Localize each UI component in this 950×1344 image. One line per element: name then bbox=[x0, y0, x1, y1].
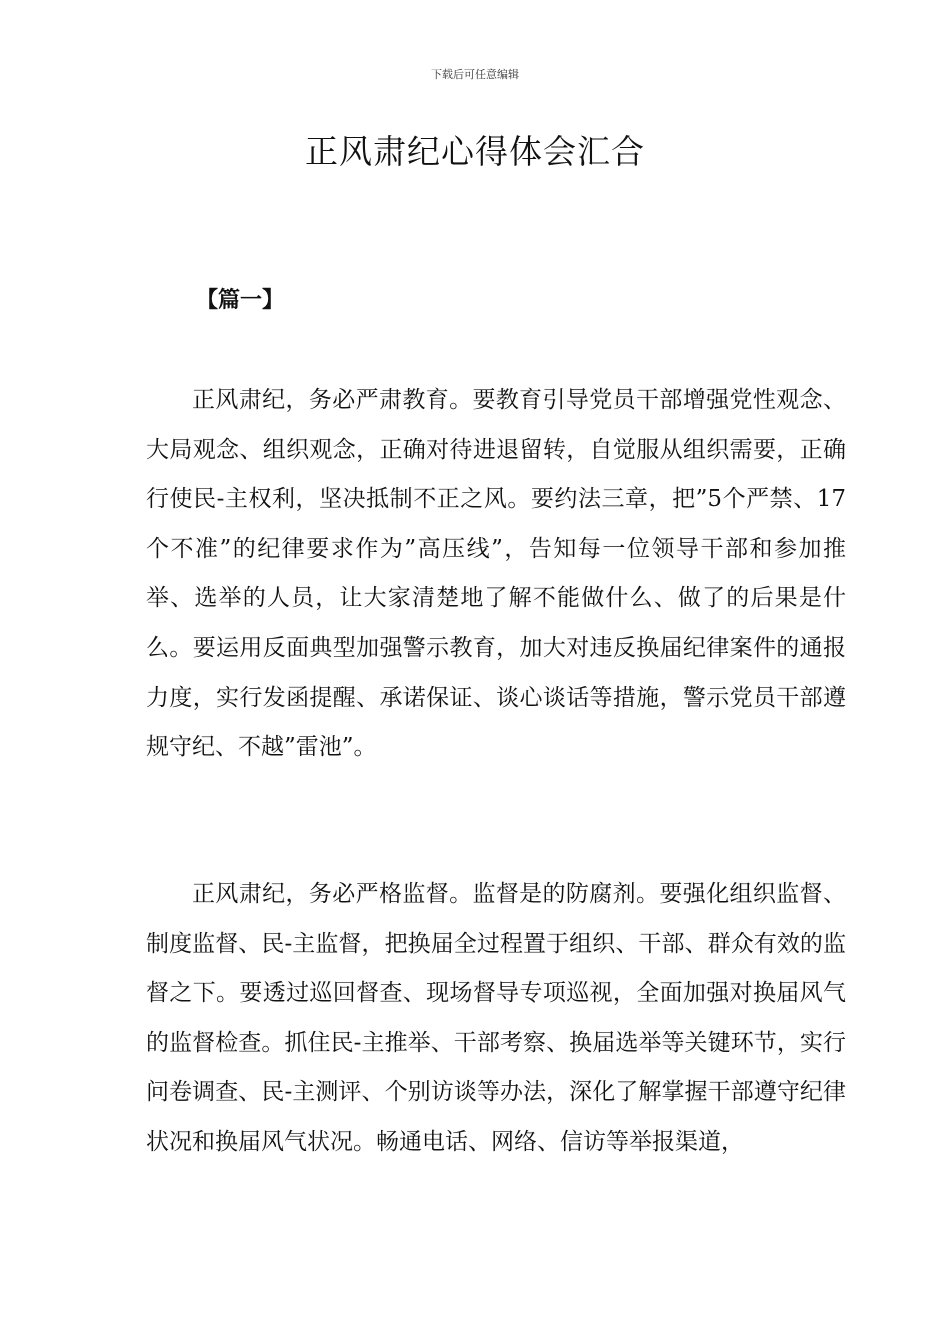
document-title: 正风肃纪心得体会汇合 bbox=[305, 132, 645, 171]
paragraph-2: 正风肃纪，务必严格监督。监督是的防腐剂。要强化组织监督、制度监督、民-主监督，把换届全过程置于组织、干部、群众有效的监督之下。要透过巡回督查、现场督导专项巡视，全面加强对换届风气的监督检查。抓住民-主推举、干部考察、换届选举等关键环节，实行问卷调查、民-主测评、个别访谈等办法，深化了解掌握干部遵守纪律状况和换届风气状况。畅通电话、网络、信访等举报渠道， bbox=[146, 881, 846, 1155]
paragraph-1: 正风肃纪，务必严肃教育。要教育引导党员干部增强党性观念、大局观念、组织观念，正确对待进退留转，自觉服从组织需要，正确行使民-主权利，坚决抵制不正之风。要约法三章，把”5个严禁、17个不准”的纪律要求作为”高压线”，告知每一位领导干部和参加推举、选举的人员，让大家清楚地了解不能做什么、做了的后果是什么。要运用反面典型加强警示教育，加大对违反换届纪律案件的通报力度，实行发函提醒、承诺保证、谈心谈话等措施，警示党员干部遵规守纪、不越”雷池”。 bbox=[146, 387, 846, 761]
section-label: 【篇一】 bbox=[196, 288, 285, 313]
header-note: 下载后可任意编辑 bbox=[431, 68, 519, 81]
